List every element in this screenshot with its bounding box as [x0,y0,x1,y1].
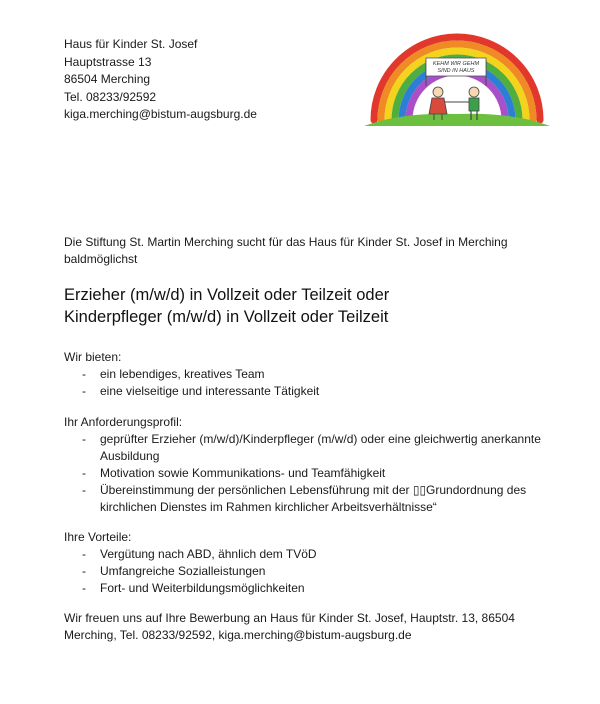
list-item: - Umfangreiche Sozialleistungen [82,564,266,578]
address-block [64,36,257,124]
job-title-line-2: Kinderpfleger (m/w/d) in Vollzeit oder Teilzeit [64,308,389,326]
address-email: kiga.merching@bistum-augsburg.de [64,107,257,121]
requirements-heading: Ihr Anforderungsprofil: [64,415,183,429]
list-item: - Fort- und Weiterbildungsmöglichkeiten [82,581,305,595]
address-name: Haus für Kinder St. Josef [64,37,198,51]
list-item: - ein lebendiges, kreatives Team [82,367,265,381]
bullet-dash: - [82,466,86,480]
list-item: - Vergütung nach ABD, ähnlich dem TVöD [82,547,317,561]
address-street: Hauptstrasse 13 [64,54,152,69]
offers-heading: Wir bieten: [64,350,122,364]
benefits-section [64,529,544,597]
bullet-dash: - [82,581,86,595]
offers-list [64,366,544,400]
offers-section [64,349,544,400]
requirements-list [64,431,544,516]
requirements-section [64,414,544,516]
job-title [64,284,564,328]
list-item: - eine vielseitige und interessante Tätigkeit [82,384,320,398]
address-phone: Tel. 08233/92592 [64,89,157,104]
bullet-dash: - [82,432,86,446]
svg-text:KEHM WIR GEHM: KEHM WIR GEHM [432,61,480,67]
bullet-dash: - [82,483,86,497]
bullet-dash: - [82,564,86,578]
bullet-dash: - [82,547,86,561]
list-item: - Übereinstimmung der persönlichen Lebensführung mit der ▯▯Grundordnung des kirchlichen Dienstes im Rahmen kirchlicher Arbeitsverhältnisse“ [82,483,527,514]
benefits-list [64,546,544,597]
intro-text: Die Stiftung St. Martin Merching sucht für das Haus für Kinder St. Josef in Merching baldmöglichst [64,235,508,266]
benefits-heading: Ihre Vorteile: [64,530,132,544]
list-item: - geprüfter Erzieher (m/w/d)/Kinderpfleger (m/w/d) oder eine gleichwertig anerkannte Ausbildung [82,432,541,463]
banner [426,58,486,86]
list-item: - Motivation sowie Kommunikations- und Teamfähigkeit [82,466,386,480]
bullet-dash: - [82,367,86,381]
closing-text: Wir freuen uns auf Ihre Bewerbung an Haus für Kinder St. Josef, Hauptstr. 13, 86504 Merching, Tel. 08233/92592, kiga.merching@bistum-augsburg.de [64,611,515,642]
address-city: 86504 Merching [64,72,151,86]
job-title-line-1: Erzieher (m/w/d) in Vollzeit oder Teilzeit oder [64,286,390,304]
svg-text:SIND IN HAUS: SIND IN HAUS [437,68,475,74]
rainbow-logo [362,26,552,130]
bullet-dash: - [82,384,86,398]
